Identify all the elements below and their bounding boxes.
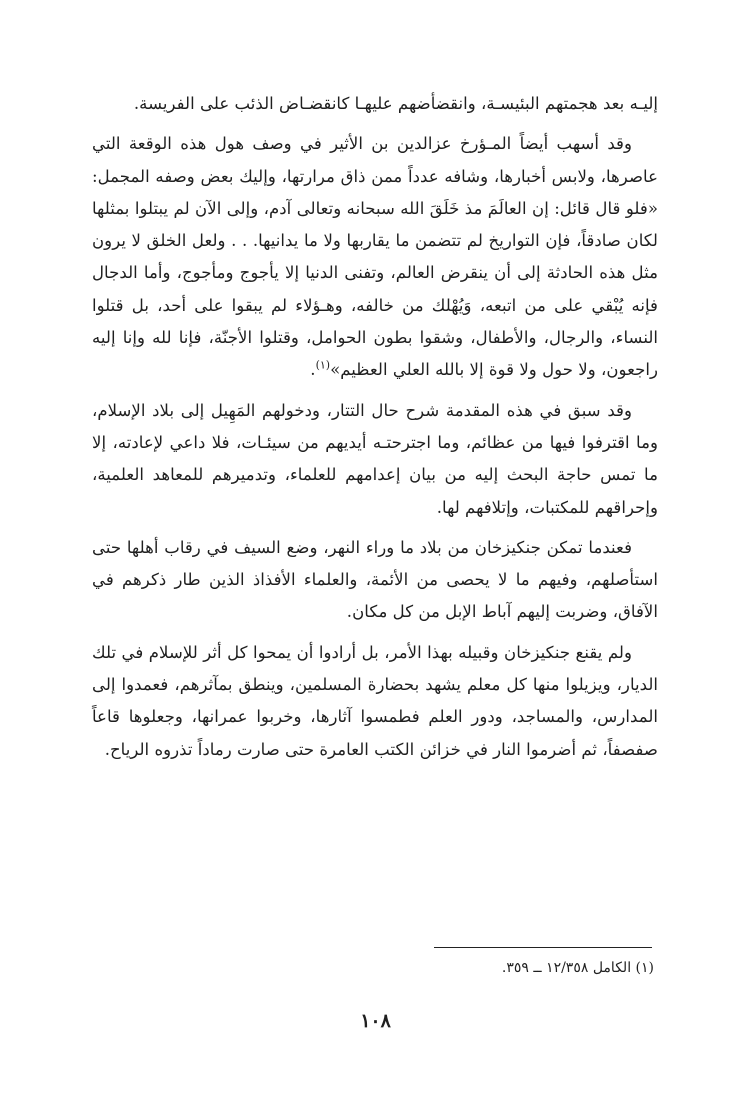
paragraph-2-text: وقد أسهب أيضاً المـؤرخ عزالدين بن الأثير في وصف هول هذه الوقعة التي عاصرها، ولابس أخبارها، وشافه عدداً ممن ذاق مرارتها، وإليك بعض وصفه المجمل: «فلو قال قائل: إن العالَمَ مذ خَلَقَ الله سبحانه وتعالى آدم، وإلى الآن لم يبتلوا بمثلها لكان صادقاً، فإن التواريخ لم تتضمن ما يقاربها ولا ما يدانيها. . . ولعل الخلق لا يرون مثل هذه الحادثة إلى أن ينقرض العالم، وتفنى الدنيا إلا يأجوج ومأجوج، وأما الدجال فإنه يُبْقي على من اتبعه، وَيُهْلك من خالفه، وهـؤلاء لم يبقوا على أحد، بل قتلوا النساء، والرجال، والأطفال، وشقوا بطون الحوامل، وقتلوا الأجنّة، فإنا لله وإنا إليه راجعون، ولا حول ولا قوة إلا بالله العلي العظيم»	[92, 134, 658, 380]
footnote-reference: (١)	[315, 358, 331, 372]
paragraph-1: إليـه بعد هجمتهم البئيسـة، وانقضأضهم عليهـا كانقضـاض الذئب على الفريسة.	[133, 94, 658, 113]
paragraph-5: ولم يقنع جنكيزخان وقبيله بهذا الأمر، بل أرادوا أن يمحوا كل أثر للإسلام في تلك الديار، ويزيلوا منها كل معلم يشهد بحضارة المسلمين، وينطق بمآثرهم، فعمدوا إلى المدارس، والمساجد، ودور العلم فطمسوا آثارها، وخربوا عمرانها، وجعلوها قاعاً صفصفاً، ثم أضرموا النار في خزائن الكتب العامرة حتى صارت رماداً تذروه الرياح.	[92, 642, 658, 759]
paragraph-4: فعندما تمكن جنكيزخان من بلاد ما وراء النهر، وضع السيف في رقاب أهلها حتى استأصلهم، وفيهم ما لا يحصى من الأئمة، والعلماء الأفذاذ الذين طار ذكرهم في الآفاق، وضربت إليهم آباط الإبل من كل مكان.	[92, 537, 658, 622]
paragraph-2	[92, 128, 658, 386]
main-text	[92, 88, 658, 774]
page-number: ١٠٨	[360, 1010, 391, 1032]
footnote: (١) الكامل ١٢/٣٥٨ ــ ٣٥٩.	[501, 960, 654, 976]
paragraph-3: وقد سبق في هذه المقدمة شرح حال التتار، ودخولهم المَهِيل إلى بلاد الإسلام، وما اقترفوا فيها من عظائم، وما اجترحتـه أيديهم من سيئـات، فلا داعي لإعادته، إلا ما تمس حاجة البحث إليه من بيان إعدامهم للعلماء، وتدميرهم للمعاهد العلمية، وإحراقهم للمكتبات، وإتلافهم لها.	[92, 400, 658, 517]
footnote-divider	[434, 947, 652, 948]
paragraph-2-end: .	[310, 360, 316, 380]
